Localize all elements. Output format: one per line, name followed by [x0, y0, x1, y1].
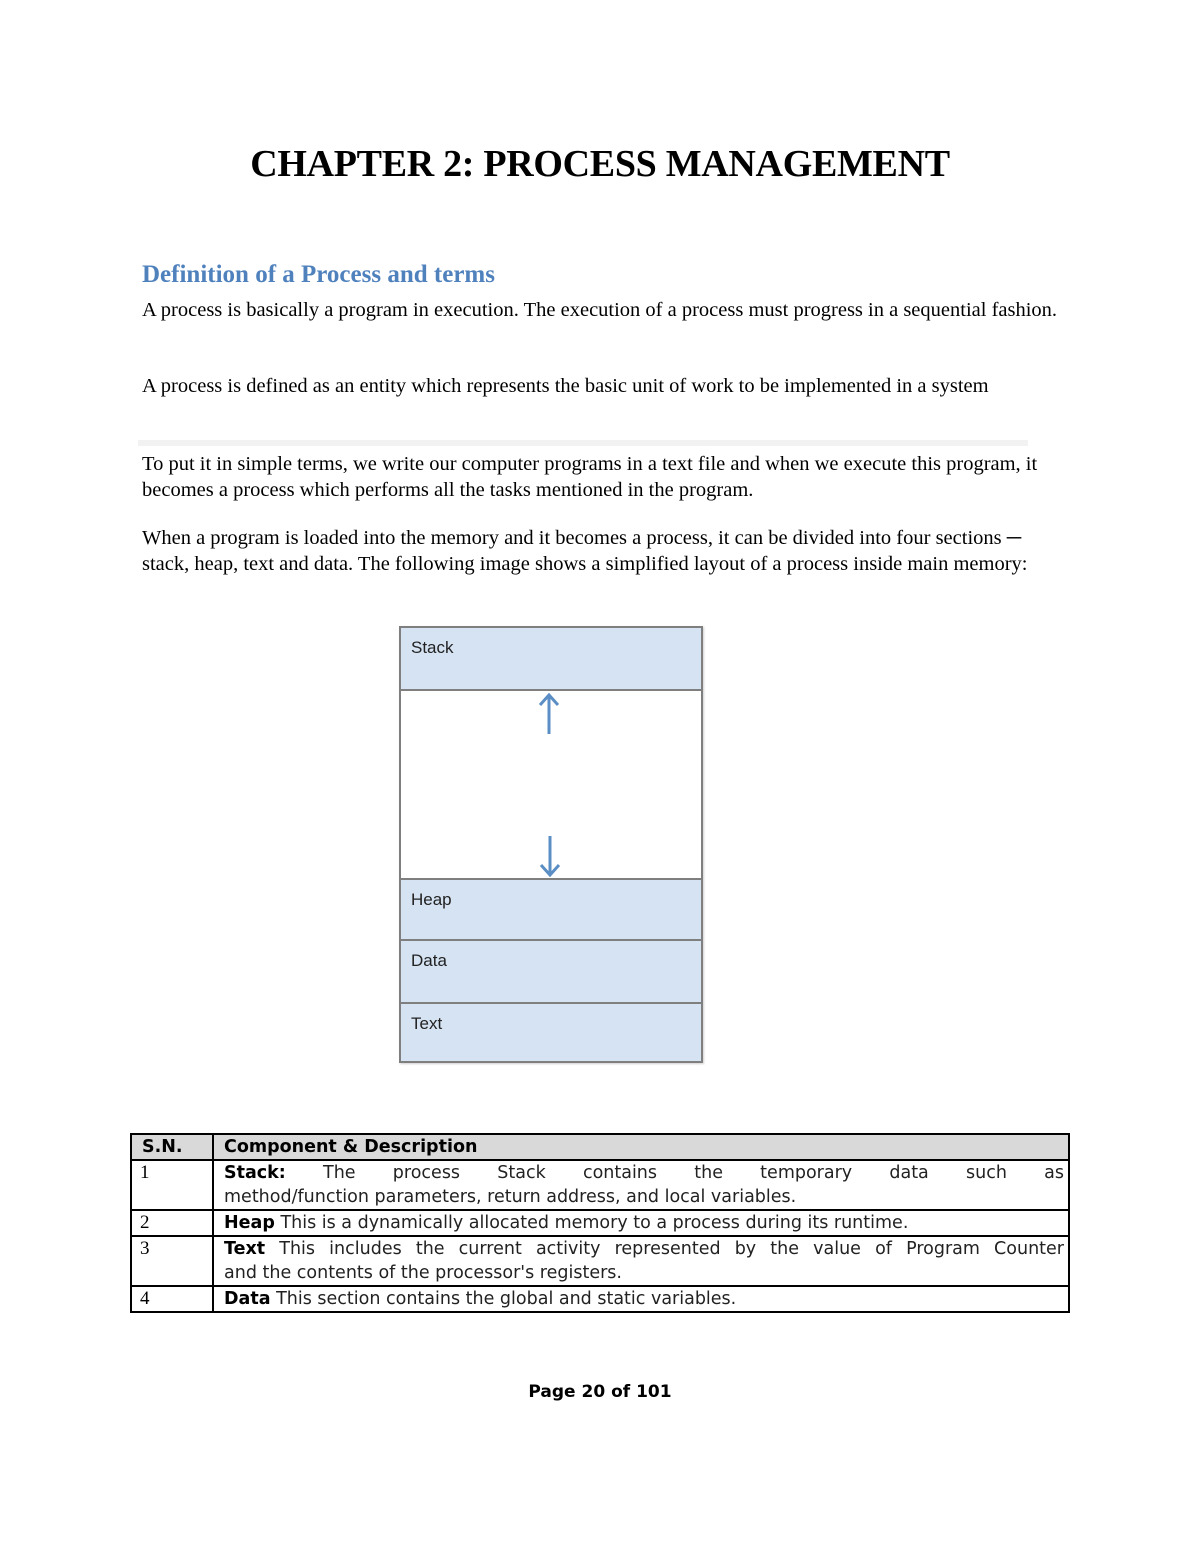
- row-term: Data: [224, 1289, 271, 1309]
- page-current: 20: [581, 1382, 606, 1402]
- table-row: [131, 1210, 1069, 1236]
- row-description: [213, 1210, 1069, 1236]
- stack-segment: [401, 628, 701, 691]
- heap-segment: [401, 878, 701, 941]
- row-text: This includes the current activity represented by the value of Program Counter: [279, 1239, 1064, 1259]
- table-row: [131, 1236, 1069, 1286]
- data-segment-label: Data: [411, 951, 447, 970]
- row-text: The process Stack contains the temporary data such as: [323, 1163, 1064, 1183]
- row-term: Heap: [224, 1213, 275, 1233]
- row-text-continued: method/function parameters, return address, and local variables.: [224, 1187, 797, 1207]
- text-segment-label: Text: [411, 1014, 443, 1033]
- header-component: Component & Description: [213, 1134, 1069, 1160]
- arrow-down-icon: [538, 834, 562, 878]
- row-text: This section contains the global and static variables.: [276, 1289, 737, 1309]
- paragraph-process-definition: A process is basically a program in execution. The execution of a process must progress in a sequential fashion.: [142, 299, 1058, 321]
- row-line: [224, 1237, 1064, 1261]
- row-term: Stack:: [224, 1163, 286, 1183]
- text-segment: [401, 1004, 701, 1061]
- page-total: 101: [636, 1382, 672, 1402]
- chapter-title: CHAPTER 2: PROCESS MANAGEMENT: [250, 143, 950, 185]
- page-footer: [0, 1382, 1200, 1402]
- page-of: of: [611, 1382, 631, 1402]
- row-sn: 3: [131, 1236, 213, 1286]
- process-memory-diagram: [399, 626, 703, 1063]
- row-description: [213, 1236, 1069, 1286]
- arrow-up-icon: [537, 692, 561, 736]
- row-sn: 1: [131, 1160, 213, 1210]
- table-row: [131, 1286, 1069, 1312]
- row-text: This is a dynamically allocated memory to a process during its runtime.: [280, 1213, 909, 1233]
- paragraph-four-sections: When a program is loaded into the memory and it becomes a process, it can be divided into four sections ─ stack, heap, text and data. The following image shows a simplified layout of a process inside main memory:: [142, 527, 1028, 575]
- data-segment: [401, 941, 701, 1004]
- components-table: [130, 1133, 1070, 1313]
- page-prefix: Page: [528, 1382, 576, 1402]
- shaded-divider: [138, 440, 1028, 446]
- row-description: [213, 1286, 1069, 1312]
- row-term: Text: [224, 1239, 266, 1259]
- stack-segment-label: Stack: [411, 638, 454, 657]
- row-sn: 2: [131, 1210, 213, 1236]
- table-header-row: [131, 1134, 1069, 1160]
- table-row: [131, 1160, 1069, 1210]
- row-text-continued: and the contents of the processor's registers.: [224, 1263, 622, 1283]
- section-heading: Definition of a Process and terms: [142, 261, 495, 288]
- heap-segment-label: Heap: [411, 890, 452, 909]
- row-line: [224, 1161, 1064, 1185]
- row-sn: 4: [131, 1286, 213, 1312]
- paragraph-simple-terms: To put it in simple terms, we write our computer programs in a text file and when we execute this program, it becomes a process which performs all the tasks mentioned in the program.: [142, 453, 1038, 501]
- row-description: [213, 1160, 1069, 1210]
- paragraph-process-entity: A process is defined as an entity which represents the basic unit of work to be implemented in a system: [142, 375, 989, 397]
- header-sn: S.N.: [131, 1134, 213, 1160]
